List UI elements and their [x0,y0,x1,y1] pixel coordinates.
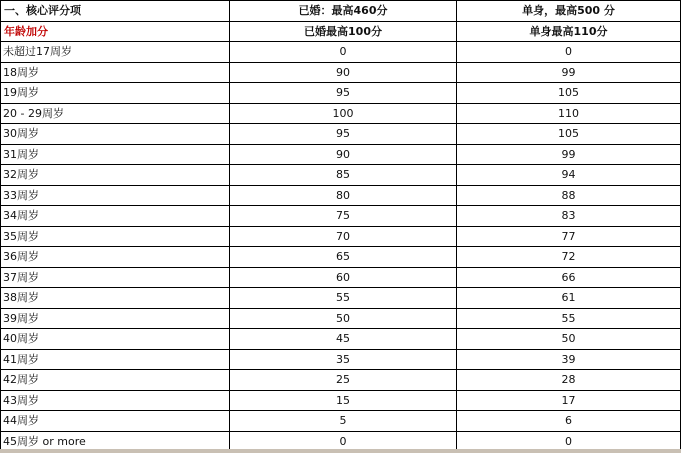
married-score-cell: 35 [230,349,457,370]
married-score-cell: 15 [230,390,457,411]
married-score-cell: 55 [230,288,457,309]
age-cell: 19周岁 [1,83,230,104]
married-max-heading: 已婚：最高460分 [230,1,457,22]
subheader-row [1,21,681,42]
married-score-cell: 85 [230,165,457,186]
age-cell: 38周岁 [1,288,230,309]
single-score-cell: 6 [457,411,681,432]
table-row [1,390,681,411]
single-score-cell: 110 [457,103,681,124]
table-row [1,83,681,104]
age-bonus-label: 年龄加分 [1,21,230,42]
married-score-cell: 5 [230,411,457,432]
table-row [1,288,681,309]
table-row [1,226,681,247]
age-cell: 45周岁 or more [1,431,230,452]
age-cell: 未超过17周岁 [1,42,230,63]
table-row [1,370,681,391]
table-row [1,349,681,370]
age-cell: 43周岁 [1,390,230,411]
single-max-heading: 单身，最高500 分 [457,1,681,22]
married-score-cell: 75 [230,206,457,227]
age-cell: 37周岁 [1,267,230,288]
married-score-cell: 70 [230,226,457,247]
married-score-cell: 60 [230,267,457,288]
single-score-cell: 50 [457,329,681,350]
table-row [1,247,681,268]
married-score-cell: 0 [230,431,457,452]
single-score-cell: 28 [457,370,681,391]
married-score-cell: 95 [230,83,457,104]
single-score-cell: 94 [457,165,681,186]
table-row [1,165,681,186]
age-cell: 32周岁 [1,165,230,186]
table-row [1,103,681,124]
age-cell: 31周岁 [1,144,230,165]
table-row [1,42,681,63]
age-cell: 20 - 29周岁 [1,103,230,124]
age-cell: 41周岁 [1,349,230,370]
table-row [1,308,681,329]
table-row [1,206,681,227]
single-score-cell: 105 [457,124,681,145]
single-score-cell: 61 [457,288,681,309]
married-age-max: 已婚最高100分 [230,21,457,42]
table-body [1,1,681,452]
core-items-heading: 一、核心评分项 [1,1,230,22]
single-score-cell: 105 [457,83,681,104]
married-score-cell: 0 [230,42,457,63]
header-row [1,1,681,22]
single-score-cell: 0 [457,42,681,63]
single-score-cell: 99 [457,62,681,83]
married-score-cell: 50 [230,308,457,329]
married-score-cell: 90 [230,144,457,165]
age-cell: 35周岁 [1,226,230,247]
single-score-cell: 17 [457,390,681,411]
table-row [1,411,681,432]
single-score-cell: 66 [457,267,681,288]
single-score-cell: 99 [457,144,681,165]
married-score-cell: 45 [230,329,457,350]
age-cell: 40周岁 [1,329,230,350]
table-row [1,329,681,350]
married-score-cell: 25 [230,370,457,391]
age-cell: 42周岁 [1,370,230,391]
single-score-cell: 88 [457,185,681,206]
single-score-cell: 55 [457,308,681,329]
married-score-cell: 100 [230,103,457,124]
table-row [1,144,681,165]
age-cell: 36周岁 [1,247,230,268]
single-score-cell: 39 [457,349,681,370]
age-cell: 44周岁 [1,411,230,432]
single-score-cell: 0 [457,431,681,452]
single-score-cell: 83 [457,206,681,227]
table-row [1,124,681,145]
age-cell: 30周岁 [1,124,230,145]
single-score-cell: 72 [457,247,681,268]
table-row [1,62,681,83]
married-score-cell: 95 [230,124,457,145]
single-score-cell: 77 [457,226,681,247]
age-cell: 39周岁 [1,308,230,329]
married-score-cell: 80 [230,185,457,206]
bottom-border-strip [0,449,681,453]
married-score-cell: 90 [230,62,457,83]
age-cell: 33周岁 [1,185,230,206]
age-cell: 18周岁 [1,62,230,83]
table-row [1,267,681,288]
table-row [1,185,681,206]
age-cell: 34周岁 [1,206,230,227]
single-age-max: 单身最高110分 [457,21,681,42]
married-score-cell: 65 [230,247,457,268]
